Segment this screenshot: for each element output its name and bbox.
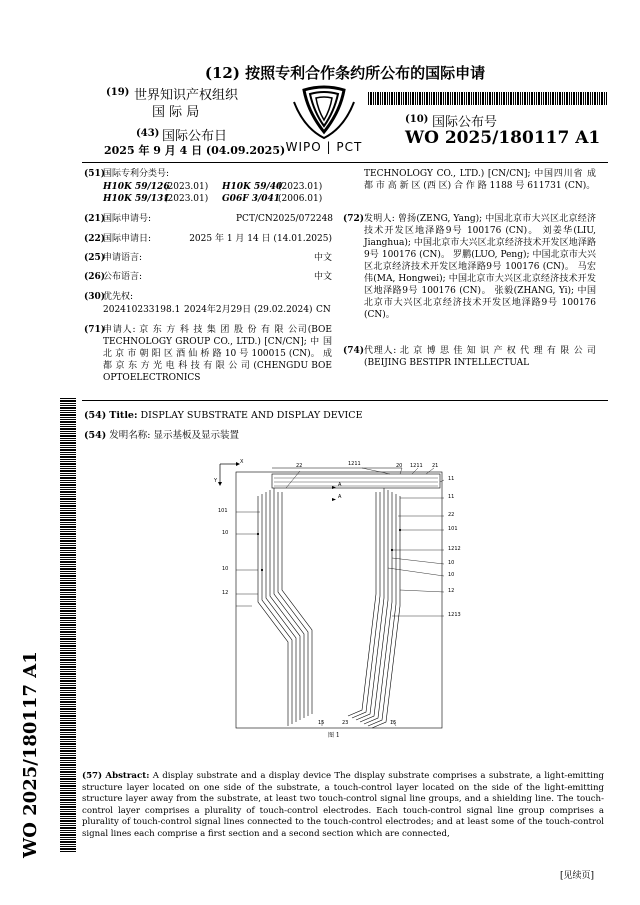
barcode-top xyxy=(368,90,608,103)
ipc-code: (51) xyxy=(84,169,106,179)
fig-label-12b: 12 xyxy=(448,588,455,594)
org-code: (19) xyxy=(106,87,130,98)
ipc-4: G06F 3/041 xyxy=(222,194,281,204)
fig-label-1213: 1213 xyxy=(448,612,461,618)
priority-label: 优先权: xyxy=(103,292,134,302)
continue-note: [见续页] xyxy=(560,871,595,881)
agent-code: (74) xyxy=(343,346,365,356)
title-zh-label: 发明名称: xyxy=(109,430,151,441)
wipo-logo xyxy=(274,82,374,154)
fig-label-20: 20 xyxy=(396,463,403,469)
ipc-label: 国际专利分类号: xyxy=(103,169,170,179)
pubno-label: 国际公布号 xyxy=(432,115,498,130)
priority-number: 202410233198.1 xyxy=(103,305,181,315)
org-bureau: 国 际 局 xyxy=(152,105,200,120)
abstract-label: Abstract: xyxy=(105,771,150,781)
org-name: 世界知识产权组织 xyxy=(134,88,239,103)
figure-1 xyxy=(212,458,472,738)
lang-label: 申请语言: xyxy=(103,253,143,263)
fig-label-10c: 10 xyxy=(448,572,455,578)
inventor-text: 发明人: 曾扬(ZENG, Yang); 中国北京市大兴区北京经济技术开发区地泽路9号 100176 (CN)。 刘姜华(LIU, Jianghua); 中国北京市大兴区北京经济技术开发区地泽路9号 100176 (CN)。 罗鹏(LUO, Peng); 中国北京市大兴区北京经济技术开发区地泽路9号 100176 (CN)。 马宏伟(MA, Hongwei); 中国北京市大兴区北京经济技术开发区地泽路9号 100176 (CN)。 张毅(ZHANG, Yi); 中国北京市大兴区北京经济技术开发区地泽路9号 100176 (CN)。 xyxy=(364,214,596,320)
fig-label-21: 21 xyxy=(432,463,439,469)
abstract-text: A display substrate and a display device The display substrate comprises a substrate, a light-emitting structure layer located on one side of the substrate, a touch-control layer located on the side of the light-emitting structure layer away from the substrate, at least two touch-control signal line groups, and a shielding line. The touch-control layer comprises a plurality of touch-control electrodes. Each touch-control signal line group comprises a plurality of touch-control signal lines connected to the touch-control electrodes; and at least some of the touch-control signal lines each comprise a first section and a second section which are connected, xyxy=(82,771,604,839)
ipc-1-date: (2023.01) xyxy=(164,182,209,192)
ipc-2: H10K 59/40 xyxy=(222,182,283,192)
fig-label-10a: 10 xyxy=(222,530,229,536)
fig-label-121: 1211 xyxy=(348,461,361,467)
agent-text: 代理人: 北 京 博 思 佳 知 识 产 权 代 理 有 限 公 司 (BEIJING BESTIPR INTELLECTUAL xyxy=(364,346,596,368)
wipo-pct-text: WIPO | PCT xyxy=(285,140,363,154)
applicant-continued: TECHNOLOGY CO., LTD.) [CN/CN]; 中国四川省 成 都 市 高 新 区 (西 区) 合 作 路 1188 号 611731 (CN)。 xyxy=(364,169,596,191)
ipc-4-date: (2006.01) xyxy=(278,194,323,204)
barcode-side xyxy=(60,398,76,853)
publang-value: 中文 xyxy=(313,272,332,282)
title-en-label: Title: xyxy=(109,410,138,421)
priority-date: 2024年2月29日 (29.02.2024) xyxy=(184,305,313,315)
fig-label-101a: 101 xyxy=(218,508,228,514)
fig-label-22b: 22 xyxy=(448,512,455,518)
document-title: (12) 按照专利合作条约所公布的国际申请 xyxy=(204,64,486,82)
appno-label: 国际申请号: xyxy=(103,214,152,224)
title-en-text: DISPLAY SUBSTRATE AND DISPLAY DEVICE xyxy=(140,410,363,421)
fig-label-15a: 15 xyxy=(318,720,325,726)
display-substrate-drawing xyxy=(212,458,472,738)
fig-label-1211: 1211 xyxy=(410,463,423,469)
side-publication-number: WO 2025/180117 A1 xyxy=(20,651,41,858)
fig-label-x: X xyxy=(240,459,244,465)
barcode-icon xyxy=(368,92,608,105)
appno-value: PCT/CN2025/072248 xyxy=(236,214,334,224)
title-en-code: (54) xyxy=(84,410,107,421)
pubno-value: WO 2025/180117 A1 xyxy=(405,128,601,148)
fig-label-101b: 101 xyxy=(448,526,458,532)
abstract-code: (57) xyxy=(82,771,103,781)
title-en xyxy=(84,410,363,422)
vertical-barcode-icon xyxy=(60,398,76,853)
pubdate-value: 2025 年 9 月 4 日 (04.09.2025) xyxy=(104,144,286,157)
fig-label-10d: 10 xyxy=(222,566,229,572)
inventor-code: (72) xyxy=(343,214,365,224)
fig-label-y: Y xyxy=(214,478,218,484)
appno-code: (21) xyxy=(84,214,106,224)
lang-value: 中文 xyxy=(313,253,332,263)
figure-caption: 图 1 xyxy=(328,732,340,739)
title-zh-code: (54) xyxy=(84,430,107,441)
fig-label-23: 23 xyxy=(342,720,349,726)
abstract xyxy=(82,771,604,841)
ipc-2-date: (2023.01) xyxy=(278,182,323,192)
filing-value: 2025 年 1 月 14 日 (14.01.2025) xyxy=(189,234,332,244)
fig-label-a1: A xyxy=(338,482,342,488)
fig-label-22: 22 xyxy=(296,463,303,469)
priority-code: (30) xyxy=(84,292,106,302)
title-zh-text: 显示基板及显示装置 xyxy=(153,430,239,441)
filing-label: 国际申请日: xyxy=(103,234,152,244)
ipc-1: H10K 59/126 xyxy=(103,182,170,192)
fig-label-11b: 11 xyxy=(448,494,455,500)
header-rule xyxy=(82,162,608,163)
pubdate-code: (43) xyxy=(136,128,160,139)
ipc-3-date: (2023.01) xyxy=(164,194,209,204)
lang-code: (25) xyxy=(84,253,106,263)
publang-label: 公布语言: xyxy=(103,272,143,282)
publang-code: (26) xyxy=(84,272,106,282)
applicant-code: (71) xyxy=(84,325,106,335)
fields-rule xyxy=(82,400,608,401)
fig-label-15b: 15 xyxy=(390,720,397,726)
fig-label-a2: A xyxy=(338,494,342,500)
fig-label-12a: 12 xyxy=(222,590,229,596)
fig-label-10b: 10 xyxy=(448,560,455,566)
pubno-code: (10) xyxy=(405,114,429,125)
fig-label-1212: 1212 xyxy=(448,546,461,552)
fig-label-11a: 11 xyxy=(448,476,455,482)
pubdate-label: 国际公布日 xyxy=(162,129,228,144)
ipc-3: H10K 59/131 xyxy=(103,194,170,204)
title-zh xyxy=(84,430,239,442)
priority-country: CN xyxy=(316,305,331,315)
applicant-text: 申请人: 京 东 方 科 技 集 团 股 份 有 限 公司(BOE TECHNOLOGY GROUP CO., LTD.) [CN/CN]; 中 国 北 京 市 朝 阳 区 酒 仙 桥 路 10 号 100015 (CN)。 成 都 京 东 方 光 电 科 技 有 限 公 司 (CHENGDU BOE OPTOELECTRONICS xyxy=(103,325,332,383)
filing-code: (22) xyxy=(84,234,106,244)
